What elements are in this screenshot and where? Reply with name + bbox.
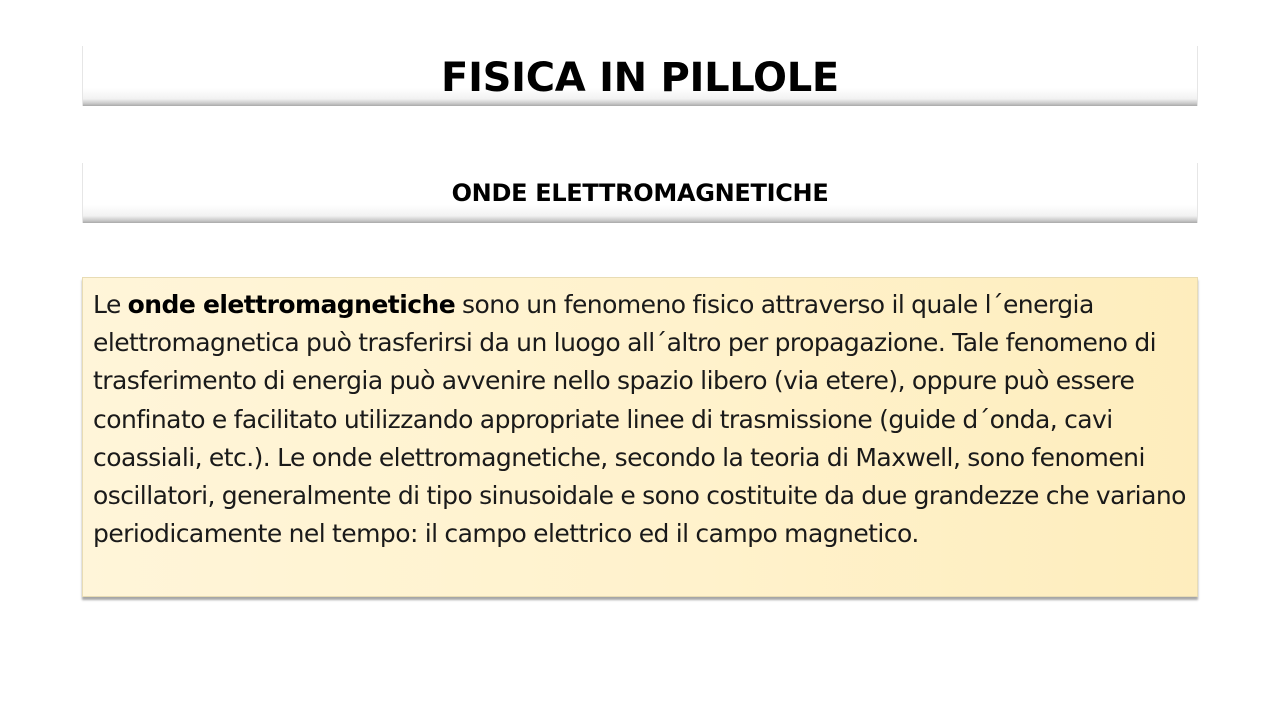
slide-subtitle: ONDE ELETTROMAGNETICHE [82,163,1198,223]
body-text: sono un fenomeno fisico attraverso il quale l´energia elettromagnetica può trasferirsi da un luogo all´altro per propagazione. Tale fenomeno di trasferimento di energia può avvenire nello spazio libero (via etere), oppure può essere confinato e facilitato utilizzando appropriate linee di trasmissione (guide d´onda, cavi coassiali, etc.). Le onde elettromagnetiche, secondo la teoria di Maxwell, sono fenomeni oscillatori, generalmente di tipo sinusoidale e sono costituite da due grandezze che variano periodicamente nel tempo: il campo elettrico ed il campo magnetico. [93,290,1186,549]
slide-title: FISICA IN PILLOLE [82,46,1198,106]
body-prefix: Le [93,290,128,319]
body-bold-term: onde elettromagnetiche [127,290,456,319]
body-text-box [82,277,1198,597]
